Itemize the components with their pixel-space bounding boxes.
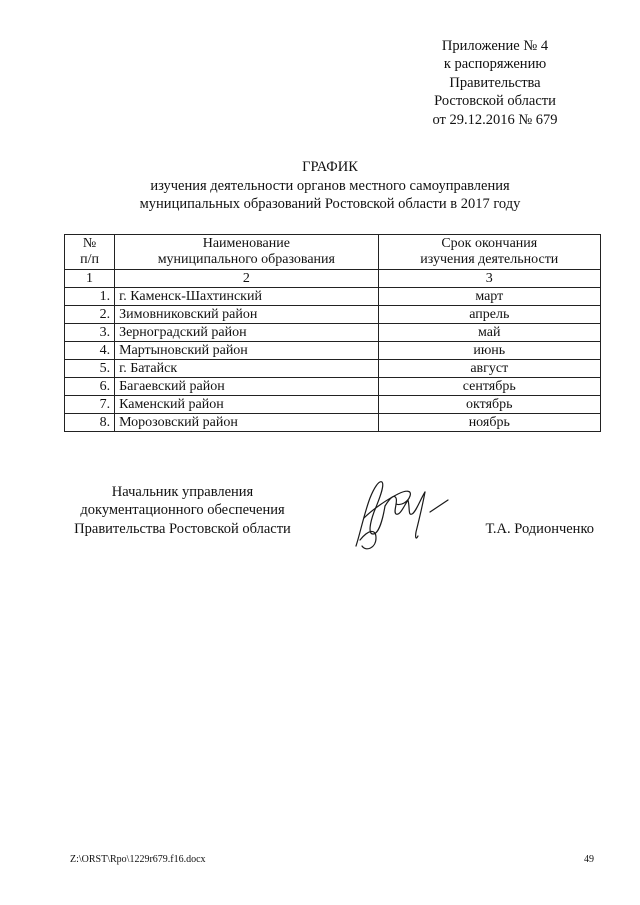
row-term: май (378, 324, 600, 342)
row-num: 5. (65, 360, 115, 378)
schedule-table (64, 234, 601, 432)
header-name (115, 235, 378, 270)
handwritten-signature (346, 468, 456, 558)
document-title (60, 158, 600, 214)
row-num: 8. (65, 414, 115, 432)
title-line: изучения деятельности органов местного самоуправления (150, 177, 510, 194)
page-number: 49 (584, 854, 594, 865)
row-name: г. Каменск-Шахтинский (115, 288, 378, 306)
row-name: г. Батайск (115, 360, 378, 378)
table-row (65, 288, 601, 306)
row-term: ноябрь (378, 414, 600, 432)
footer-file-path: Z:\ORST\Rpo\1229r679.f16.docx (70, 854, 206, 865)
row-term: июнь (378, 342, 600, 360)
signer-name: Т.А. Родионченко (485, 521, 594, 537)
header-num-line: п/п (80, 252, 99, 267)
signer-line: Начальник управления (111, 484, 254, 500)
row-name: Багаевский район (115, 378, 378, 396)
table-row (65, 414, 601, 432)
row-num: 3. (65, 324, 115, 342)
title-line: муниципальных образований Ростовской области в 2017 году (139, 196, 521, 212)
header-name-line: Наименование (202, 236, 290, 251)
header-term-line: изучения деятельности (420, 252, 559, 267)
row-term: март (378, 288, 600, 306)
row-num: 1. (65, 288, 115, 306)
column-index-row (65, 270, 601, 288)
header-term-line: Срок окончания (441, 236, 538, 251)
header-num (65, 235, 115, 270)
table-row (65, 360, 601, 378)
table-row (65, 324, 601, 342)
header-name-line: муниципального образования (157, 252, 335, 267)
row-name: Мартыновский район (115, 342, 378, 360)
column-index: 2 (115, 270, 378, 288)
signer-line: Правительства Ростовской области (74, 520, 291, 537)
annex-line: к распоряжению (443, 56, 547, 73)
row-name: Морозовский район (115, 414, 378, 432)
table-row (65, 342, 601, 360)
signer-line: документационного обеспечения (80, 502, 285, 519)
annex-line: Приложение № 4 (441, 38, 549, 54)
annex-line: Ростовской области (434, 93, 556, 110)
annex-line: от 29.12.2016 № 679 (432, 111, 558, 128)
row-name: Каменский район (115, 396, 378, 414)
row-term: сентябрь (378, 378, 600, 396)
row-name: Зимовниковский район (115, 306, 378, 324)
row-num: 2. (65, 306, 115, 324)
table-row (65, 378, 601, 396)
row-num: 7. (65, 396, 115, 414)
row-num: 4. (65, 342, 115, 360)
row-term: август (378, 360, 600, 378)
title-heading: ГРАФИК (302, 159, 358, 175)
signer-position (60, 483, 305, 538)
table-row (65, 306, 601, 324)
row-term: апрель (378, 306, 600, 324)
table-header-row (65, 235, 601, 270)
table-row (65, 396, 601, 414)
header-term (378, 235, 600, 270)
column-index: 3 (378, 270, 600, 288)
row-term: октябрь (378, 396, 600, 414)
annex-block (400, 37, 590, 129)
row-num: 6. (65, 378, 115, 396)
header-num-line: № (82, 236, 97, 251)
annex-line: Правительства (449, 74, 541, 91)
row-name: Зерноградский район (115, 324, 378, 342)
column-index: 1 (65, 270, 115, 288)
